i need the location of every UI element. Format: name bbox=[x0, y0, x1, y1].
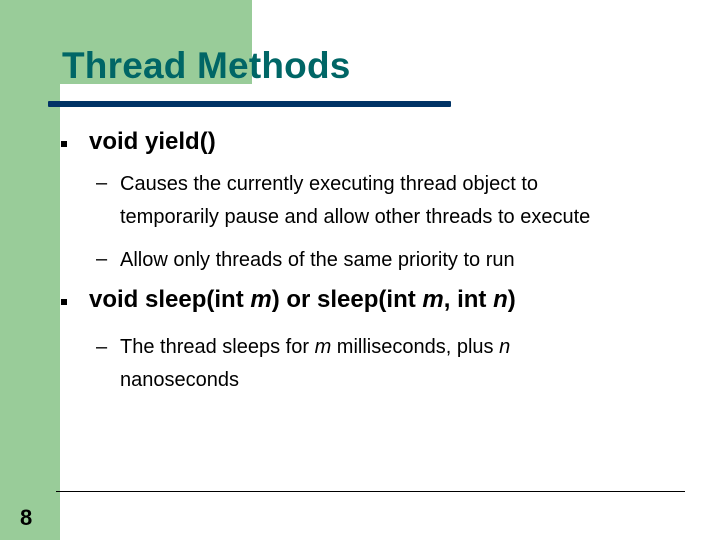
bullet-sleep: void sleep(int m) or sleep(int m, int n) bbox=[89, 286, 516, 313]
sub-bullet-dash: – bbox=[96, 172, 108, 194]
sub-bullet-dash: – bbox=[96, 336, 108, 358]
sub-bullet-sleep-1 bbox=[120, 331, 510, 397]
slide-title: Thread Methods bbox=[62, 45, 351, 86]
page-number: 8 bbox=[20, 505, 33, 530]
sub-bullet-line: nanoseconds bbox=[120, 369, 239, 391]
sub-bullet-yield-1 bbox=[120, 168, 590, 234]
bullet-yield: void yield() bbox=[89, 128, 216, 155]
footer-divider bbox=[56, 491, 685, 492]
bullet-square-icon bbox=[61, 141, 67, 147]
title-underline bbox=[48, 101, 451, 107]
left-accent-bar bbox=[0, 0, 60, 540]
sub-bullet-yield-2 bbox=[120, 244, 515, 277]
sub-bullet-line: temporarily pause and allow other threads to execute bbox=[120, 206, 591, 228]
sub-bullet-line: The thread sleeps for m milliseconds, plus n bbox=[120, 336, 511, 358]
sub-bullet-dash: – bbox=[96, 248, 108, 270]
bullet-square-icon bbox=[61, 299, 67, 305]
sub-bullet-line: Causes the currently executing thread object to bbox=[120, 173, 539, 195]
sub-bullet-line: Allow only threads of the same priority to run bbox=[120, 249, 515, 271]
